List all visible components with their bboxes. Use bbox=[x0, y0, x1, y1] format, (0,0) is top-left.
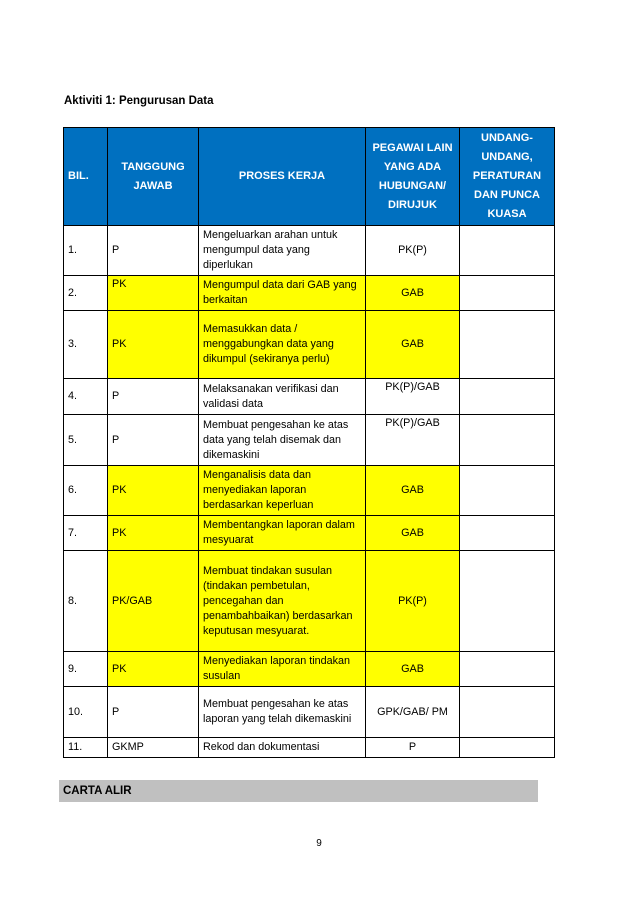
table-row bbox=[64, 226, 555, 276]
cell-tanggung-jawab: P bbox=[108, 687, 199, 738]
carta-alir-heading: CARTA ALIR bbox=[59, 780, 538, 802]
cell-pegawai: PK(P) bbox=[366, 551, 460, 652]
header-undang-undang: UNDANG-UNDANG, PERATURAN DAN PUNCA KUASA bbox=[460, 128, 555, 226]
cell-undang bbox=[460, 311, 555, 379]
header-pegawai: PEGAWAI LAIN YANG ADA HUBUNGAN/ DIRUJUK bbox=[366, 128, 460, 226]
cell-bil: 10. bbox=[64, 687, 108, 738]
cell-bil: 9. bbox=[64, 652, 108, 687]
cell-proses: Membuat tindakan susulan (tindakan pembetulan, pencegahan dan penambahbaikan) berdasarkan keputusan mesyuarat. bbox=[199, 551, 366, 652]
cell-proses: Menganalisis data dan menyediakan laporan berdasarkan keperluan bbox=[199, 466, 366, 516]
cell-pegawai: GAB bbox=[366, 311, 460, 379]
cell-tanggung-jawab: PK/GAB bbox=[108, 551, 199, 652]
cell-pegawai: P bbox=[366, 738, 460, 758]
header-bil: BIL. bbox=[64, 128, 108, 226]
cell-bil: 11. bbox=[64, 738, 108, 758]
cell-tanggung-jawab: PK bbox=[108, 516, 199, 551]
cell-pegawai: PK(P) bbox=[366, 226, 460, 276]
table-row bbox=[64, 311, 555, 379]
table-row bbox=[64, 466, 555, 516]
cell-proses: Membuat pengesahan ke atas data yang telah disemak dan dikemaskini bbox=[199, 415, 366, 466]
cell-proses: Membentangkan laporan dalam mesyuarat bbox=[199, 516, 366, 551]
cell-tanggung-jawab: PK bbox=[108, 276, 199, 311]
table-row bbox=[64, 379, 555, 415]
table-header-row bbox=[64, 128, 555, 226]
cell-tanggung-jawab: PK bbox=[108, 466, 199, 516]
table-row bbox=[64, 551, 555, 652]
cell-pegawai: GAB bbox=[366, 652, 460, 687]
cell-bil: 4. bbox=[64, 379, 108, 415]
page-number: 9 bbox=[316, 838, 322, 849]
cell-bil: 8. bbox=[64, 551, 108, 652]
process-table bbox=[63, 127, 555, 758]
cell-proses: Mengumpul data dari GAB yang berkaitan bbox=[199, 276, 366, 311]
table-row bbox=[64, 276, 555, 311]
cell-pegawai: GAB bbox=[366, 276, 460, 311]
cell-pegawai: GPK/GAB/ PM bbox=[366, 687, 460, 738]
cell-bil: 3. bbox=[64, 311, 108, 379]
cell-undang bbox=[460, 551, 555, 652]
cell-tanggung-jawab: GKMP bbox=[108, 738, 199, 758]
cell-tanggung-jawab: PK bbox=[108, 652, 199, 687]
cell-pegawai: GAB bbox=[366, 516, 460, 551]
cell-undang bbox=[460, 738, 555, 758]
cell-tanggung-jawab: P bbox=[108, 379, 199, 415]
cell-proses: Membuat pengesahan ke atas laporan yang telah dikemaskini bbox=[199, 687, 366, 738]
cell-undang bbox=[460, 516, 555, 551]
cell-pegawai: PK(P)/GAB bbox=[366, 415, 460, 466]
cell-undang bbox=[460, 276, 555, 311]
cell-bil: 2. bbox=[64, 276, 108, 311]
cell-bil: 6. bbox=[64, 466, 108, 516]
table-row bbox=[64, 415, 555, 466]
cell-tanggung-jawab: P bbox=[108, 415, 199, 466]
cell-bil: 7. bbox=[64, 516, 108, 551]
cell-proses: Memasukkan data / menggabungkan data yang dikumpul (sekiranya perlu) bbox=[199, 311, 366, 379]
table-row bbox=[64, 687, 555, 738]
cell-undang bbox=[460, 379, 555, 415]
header-proses-kerja: PROSES KERJA bbox=[199, 128, 366, 226]
cell-tanggung-jawab: PK bbox=[108, 311, 199, 379]
section-heading: Aktiviti 1: Pengurusan Data bbox=[64, 95, 214, 107]
cell-undang bbox=[460, 415, 555, 466]
cell-proses: Rekod dan dokumentasi bbox=[199, 738, 366, 758]
cell-proses: Melaksanakan verifikasi dan validasi data bbox=[199, 379, 366, 415]
table-row bbox=[64, 652, 555, 687]
cell-bil: 1. bbox=[64, 226, 108, 276]
cell-proses: Mengeluarkan arahan untuk mengumpul data yang diperlukan bbox=[199, 226, 366, 276]
header-tanggung-jawab: TANGGUNG JAWAB bbox=[108, 128, 199, 226]
cell-tanggung-jawab: P bbox=[108, 226, 199, 276]
cell-undang bbox=[460, 466, 555, 516]
cell-undang bbox=[460, 226, 555, 276]
cell-pegawai: GAB bbox=[366, 466, 460, 516]
cell-proses: Menyediakan laporan tindakan susulan bbox=[199, 652, 366, 687]
cell-undang bbox=[460, 687, 555, 738]
cell-undang bbox=[460, 652, 555, 687]
table-row bbox=[64, 738, 555, 758]
cell-bil: 5. bbox=[64, 415, 108, 466]
table-row bbox=[64, 516, 555, 551]
cell-pegawai: PK(P)/GAB bbox=[366, 379, 460, 415]
